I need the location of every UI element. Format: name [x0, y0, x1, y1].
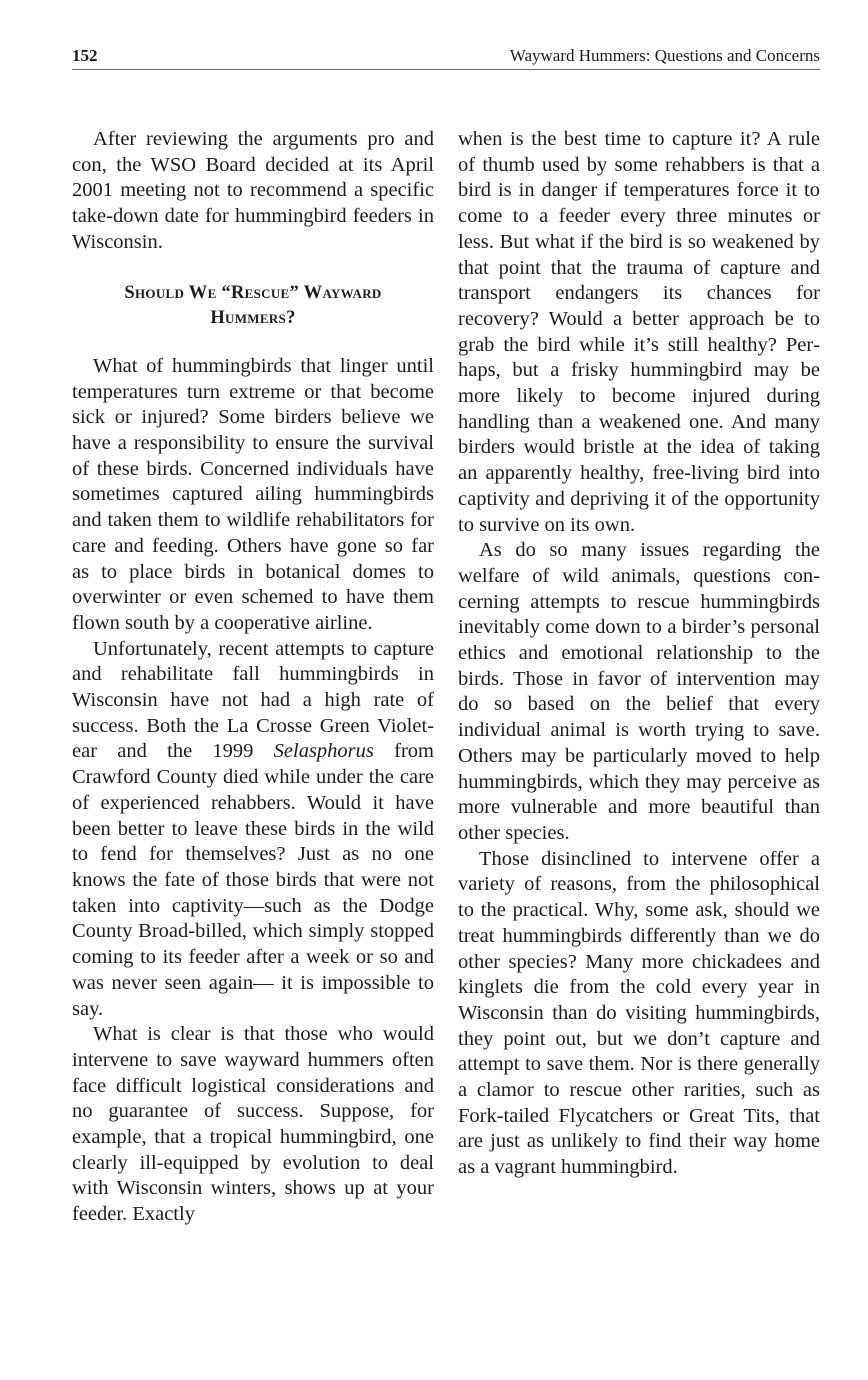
paragraph-unfortunately-text-a: Unfortunately, recent attempts to capture and rehabilitate fall hummingbirds in Wisconsin have not had a high rate of success. Both the La Crosse Green Violet-ear and the 1999: [72, 637, 434, 763]
section-heading-line1: Should We “Rescue” Wayward: [124, 282, 382, 303]
paragraph-what-is-clear: What is clear is that those who would intervene to save wayward hummers often face difficult logistical considerations and no guarantee of success. Suppose, for example, that a tropical hummingbird, one clearly ill-equipped by evolution to deal with Wisconsin winters, shows up at your feeder. Exactly: [72, 1023, 434, 1226]
paragraph-board-decision: After reviewing the arguments pro and con, the WSO Board decided at its April 2001 meeting not to recommend a specific take-down date for hummingbird feeders in Wisconsin.: [72, 128, 434, 253]
running-head: [72, 45, 820, 70]
section-heading: [72, 281, 434, 332]
paragraph-ethics: As do so many issues regarding the welfare of wild animals, questions concerning attempts to rescue hummingbirds inevitably come down to a birder’s personal ethics and emotional relationship to the birds. Those in favor of intervention may do so based on the belief that every individual animal is worth trying to save. Others may be particularly moved to help hummingbirds, which they may perceive as more vulnerable and more beautiful than other species.: [458, 539, 820, 844]
page-number: 152: [72, 46, 98, 65]
paragraph-linger: What of hummingbirds that linger until temperatures turn extreme or that become sick or injured? Some birders believe we have a responsibility to ensure the survival of these birds. Concerned individuals have sometimes captured ailing hummingbirds and taken them to wildlife rehabilitators for care and feeding. Others have gone so far as to place birds in botanical domes to overwinter or even schemed to have them flown south by a cooperative airline.: [72, 354, 434, 634]
left-column: [72, 127, 434, 1228]
genus-name: Selasphorus: [273, 740, 374, 763]
paragraph-unfortunately: [72, 637, 434, 1023]
paragraph-unfortunately-text-b: from Crawford County died while under the care of experienced rehabbers. Would it have been better to leave these birds in the wild to fend for themselves? Just as no one knows the fate of those birds that were not taken into captivity—such as the Dodge County Broad-billed, which simply stopped coming to its feeder after a week or so and was never seen again— it is impossible to say.: [72, 740, 434, 1020]
running-title: Wayward Hummers: Questions and Concerns: [509, 46, 820, 65]
right-column: [458, 127, 820, 1181]
paragraph-continued: when is the best time to capture it? A rule of thumb used by some rehabbers is that a bird is in danger if temperatures force it to come to a feeder every three minutes or less. But what if the bird is so weakened by that point that the trauma of capture and transport endangers its chances for recovery? Would a better approach be to grab the bird while it’s still healthy? Perhaps, but a frisky hummingbird may be more likely to become injured during handling than a weakened one. And many birders would bristle at the idea of taking an apparently healthy, free-living bird into captivity and depriving it of the opportunity to survive on its own.: [458, 128, 820, 536]
section-heading-line2: Hummers?: [210, 308, 296, 329]
paragraph-disinclined: Those disinclined to intervene offer a variety of reasons, from the philosophical to the practical. Why, some ask, should we treat hummingbirds differently than we do other species? Many more chickadees and kinglets die from the cold every year in Wisconsin than do visiting hummingbirds, they point out, but we don’t capture and attempt to save them. Nor is there generally a clamor to rescue other rarities, such as Fork-tailed Flycatchers or Great Tits, that are just as unlikely to find their way home as a vagrant hummingbird.: [458, 847, 820, 1179]
